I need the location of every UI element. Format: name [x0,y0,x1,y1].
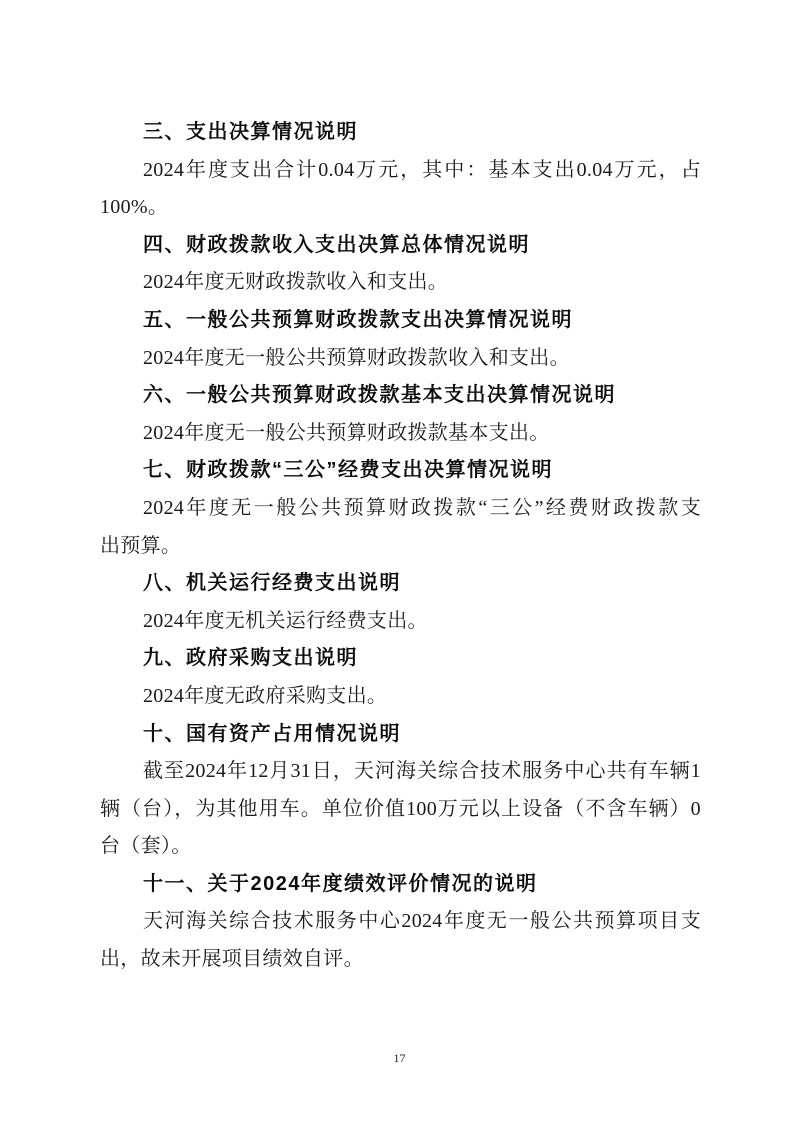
section-heading-three-public: 七、财政拨款“三公”经费支出决算情况说明 [143,459,553,482]
paragraph-line: 2024年度支出合计0.04万元，其中：基本支出0.04万元，占 [143,158,701,181]
section-heading-expenditure: 三、支出决算情况说明 [143,121,358,143]
section-heading-state-assets: 十、国有资产占用情况说明 [143,722,401,745]
paragraph-line: 天河海关综合技术服务中心2024年度无一般公共预算项目支 [143,910,701,933]
section-heading-fiscal-overall: 四、财政拨款收入支出决算总体情况说明 [143,233,530,256]
paragraph-line: 辆（台），为其他用车。单位价值100万元以上设备（不含车辆）0 [100,797,701,820]
section-heading-basic-expenditure: 六、一般公共预算财政拨款基本支出决算情况说明 [143,384,616,407]
text-column [100,114,701,979]
paragraph-line: 2024年度无一般公共预算财政拨款“三公”经费财政拨款支 [143,496,701,519]
paragraph-line: 2024年度无政府采购支出。 [143,684,388,707]
paragraph-line: 100%。 [100,196,169,219]
paragraph-line: 2024年度无机关运行经费支出。 [143,609,428,632]
paragraph-line: 2024年度无一般公共预算财政拨款收入和支出。 [143,346,570,369]
paragraph-line: 台（套）。 [100,835,192,858]
paragraph-line: 截至2024年12月31日，天河海关综合技术服务中心共有车辆1 [143,760,701,783]
paragraph-line: 出预算。 [100,534,182,557]
paragraph-line: 2024年度无一般公共预算财政拨款基本支出。 [143,421,550,444]
section-heading-performance: 十一、关于2024年度绩效评价情况的说明 [143,872,538,895]
section-heading-general-budget: 五、一般公共预算财政拨款支出决算情况说明 [143,308,573,331]
paragraph-line: 出，故未开展项目绩效自评。 [100,948,364,971]
paragraph-line: 2024年度无财政拨款收入和支出。 [143,271,449,294]
section-heading-operating-cost: 八、机关运行经费支出说明 [143,572,401,595]
page-number: 17 [393,1051,406,1065]
section-heading-procurement: 九、政府采购支出说明 [143,647,358,670]
